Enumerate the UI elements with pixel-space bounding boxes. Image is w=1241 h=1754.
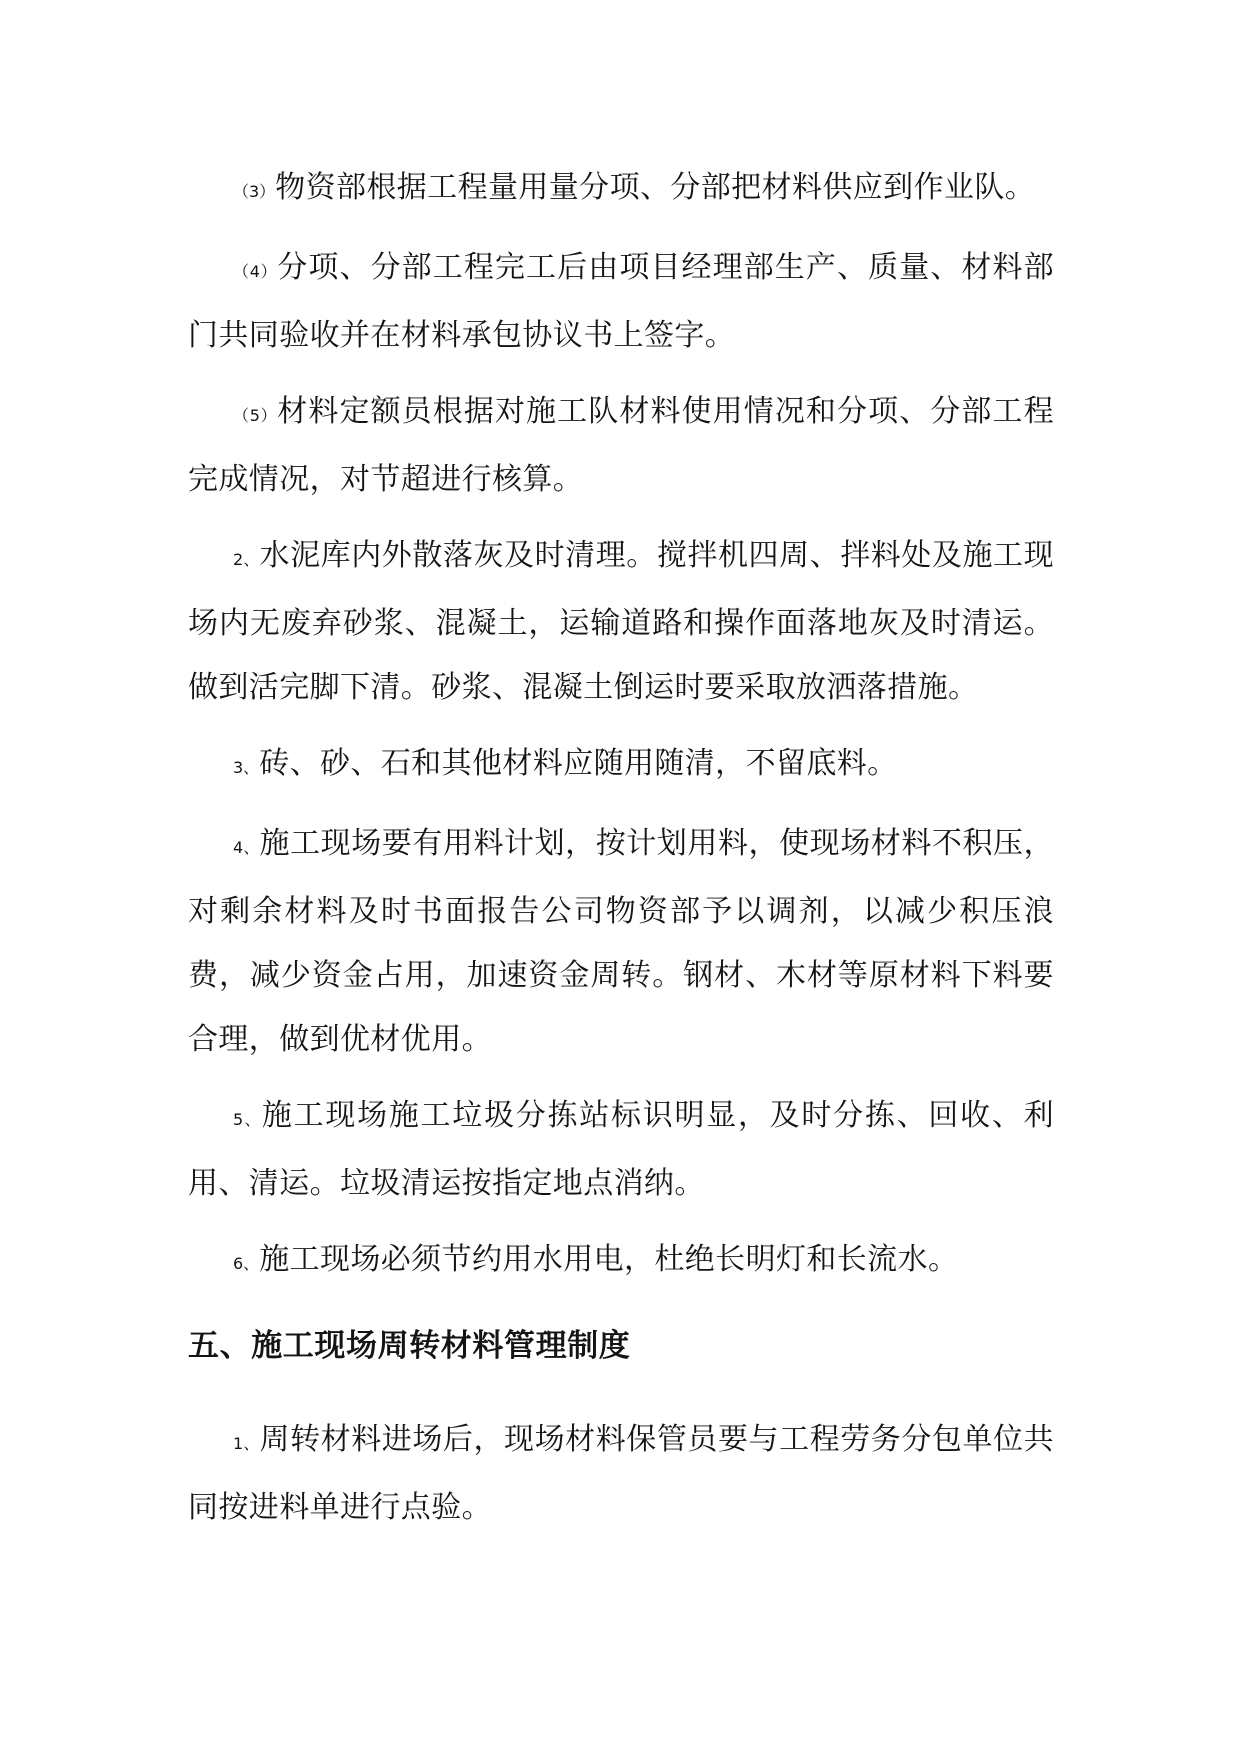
item-number: 4、 [233,838,260,857]
paragraph-text: 物资部根据工程量用量分项、分部把材料供应到作业队。 [275,170,1036,205]
paragraph-text: 施工现场施工垃圾分拣站标识明显，及时分拣、回收、利用、清运。垃圾清运按指定地点消纳。 [188,1098,1054,1201]
paragraph-turnover-1 [188,1408,1054,1540]
document-body [188,156,1054,1552]
paragraph-section-6 [188,1228,1054,1296]
paragraph-item-4 [188,236,1054,368]
item-number: 3、 [233,758,260,777]
paragraph-text: 施工现场必须节约用水用电，杜绝长明灯和长流水。 [259,1242,959,1277]
item-number: 2、 [233,550,260,569]
paragraph-text: 材料定额员根据对施工队材料使用情况和分项、分部工程完成情况，对节超进行核算。 [188,394,1055,497]
item-number: （3） [233,182,276,201]
paragraph-text: 周转材料进场后，现场材料保管员要与工程劳务分包单位共同按进料单进行点验。 [188,1422,1054,1525]
paragraph-text: 水泥库内外散落灰及时清理。搅拌机四周、拌料处及施工现场内无废弃砂浆、混凝土，运输道路和操作面落地灰及时清运。做到活完脚下清。砂浆、混凝土倒运时要采取放洒落措施。 [188,538,1054,705]
paragraph-item-5 [188,380,1054,512]
paragraph-text: 砖、砂、石和其他材料应随用随清，不留底料。 [259,746,898,781]
paragraph-item-3 [188,156,1054,224]
item-number: （5） [233,406,278,425]
item-number: （4） [233,262,278,281]
paragraph-section-5 [188,1084,1054,1216]
paragraph-text: 分项、分部工程完工后由项目经理部生产、质量、材料部门共同验收并在材料承包协议书上签字。 [188,250,1055,353]
item-number: 5、 [233,1110,262,1129]
paragraph-section-4 [188,812,1054,1072]
item-number: 1、 [233,1434,260,1453]
paragraph-section-2 [188,524,1054,720]
item-number: 6、 [233,1254,260,1273]
section-heading: 五、施工现场周转材料管理制度 [188,1328,631,1364]
paragraph-section-3 [188,732,1054,800]
paragraph-text: 施工现场要有用料计划，按计划用料，使现场材料不积压，对剩余材料及时书面报告公司物资部予以调剂，以减少积压浪费，减少资金占用，加速资金周转。钢材、木材等原材料下料要合理，做到优材优用。 [188,826,1054,1057]
